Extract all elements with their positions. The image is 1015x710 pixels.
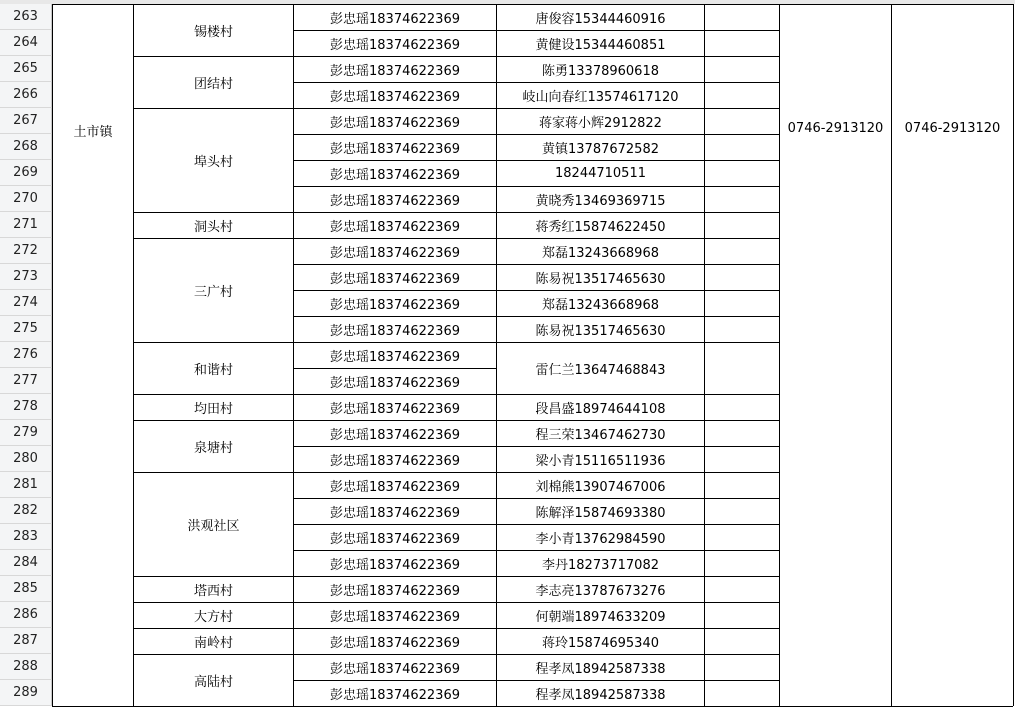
village-cell[interactable]: 均田村	[134, 395, 293, 420]
row-number[interactable]: 279	[0, 420, 52, 446]
person-cell[interactable]: 蒋玲15874695340	[542, 636, 659, 651]
person-cell[interactable]: 蒋秀红15874622450	[535, 220, 666, 235]
grid-line	[52, 706, 133, 707]
person-cell[interactable]: 唐俊容15344460916	[535, 12, 666, 27]
hotline-phone-cell[interactable]: 0746-2913120	[780, 5, 891, 265]
person-cell[interactable]: 梁小青15116511936	[535, 454, 666, 469]
row-number[interactable]: 274	[0, 290, 52, 316]
person-cell[interactable]: 段昌盛18974644108	[535, 402, 666, 417]
contact-cell[interactable]: 彭忠瑶18374622369	[330, 610, 460, 625]
village-cell[interactable]: 洞头村	[134, 213, 293, 238]
person-cell[interactable]: 李丹18273717082	[542, 558, 659, 573]
village-cell[interactable]: 高陆村	[134, 655, 293, 706]
row-number[interactable]: 265	[0, 56, 52, 82]
person-cell[interactable]: 陈勇13378960618	[542, 64, 659, 79]
row-number[interactable]: 270	[0, 186, 52, 212]
person-cell[interactable]: 郑磊13243668968	[542, 298, 659, 313]
contact-cell[interactable]: 彭忠瑶18374622369	[330, 376, 460, 391]
person-cell[interactable]: 李志亮13787673276	[535, 584, 666, 599]
village-cell[interactable]: 团结村	[134, 57, 293, 108]
contact-cell[interactable]: 彭忠瑶18374622369	[330, 350, 460, 365]
contact-cell[interactable]: 彭忠瑶18374622369	[330, 428, 460, 443]
row-number[interactable]: 276	[0, 342, 52, 368]
contact-cell[interactable]: 彭忠瑶18374622369	[330, 506, 460, 521]
row-number[interactable]: 268	[0, 134, 52, 160]
person-cell[interactable]: 黄镇13787672582	[542, 142, 659, 157]
contact-cell[interactable]: 彭忠瑶18374622369	[330, 662, 460, 677]
contact-cell[interactable]: 彭忠瑶18374622369	[330, 532, 460, 547]
row-number[interactable]: 271	[0, 212, 52, 238]
contact-cell[interactable]: 彭忠瑶18374622369	[330, 116, 460, 131]
row-number[interactable]: 273	[0, 264, 52, 290]
row-number[interactable]: 263	[0, 4, 52, 30]
contact-cell[interactable]: 彭忠瑶18374622369	[330, 220, 460, 235]
contact-cell[interactable]: 彭忠瑶18374622369	[330, 688, 460, 703]
row-number[interactable]: 288	[0, 654, 52, 680]
contact-cell[interactable]: 彭忠瑶18374622369	[330, 324, 460, 339]
row-number[interactable]: 282	[0, 498, 52, 524]
person-cell[interactable]: 程孝凤18942587338	[535, 662, 666, 677]
contact-cell[interactable]: 彭忠瑶18374622369	[330, 454, 460, 469]
row-number[interactable]: 289	[0, 680, 52, 706]
person-cell[interactable]: 何朝端18974633209	[535, 610, 666, 625]
contact-cell[interactable]: 彭忠瑶18374622369	[330, 90, 460, 105]
contact-cell[interactable]: 彭忠瑶18374622369	[330, 64, 460, 79]
contact-cell[interactable]: 彭忠瑶18374622369	[330, 298, 460, 313]
village-cell[interactable]: 锡楼村	[134, 5, 293, 56]
person-cell[interactable]: 黄健设15344460851	[535, 38, 666, 53]
person-cell[interactable]: 蒋家蒋小辉2912822	[539, 116, 662, 131]
office-phone-cell[interactable]: 0746-2913120	[892, 5, 1013, 265]
village-cell[interactable]: 南岭村	[134, 629, 293, 654]
contact-cell[interactable]: 彭忠瑶18374622369	[330, 584, 460, 599]
contact-cell[interactable]: 彭忠瑶18374622369	[330, 38, 460, 53]
person-cell[interactable]: 刘棉熊13907467006	[535, 480, 666, 495]
grid-line	[496, 706, 779, 707]
village-cell[interactable]: 洪观社区	[134, 473, 293, 576]
grid-line	[1013, 4, 1014, 706]
person-cell[interactable]: 郑磊13243668968	[542, 246, 659, 261]
village-cell[interactable]: 塔西村	[134, 577, 293, 602]
row-number[interactable]: 277	[0, 368, 52, 394]
person-cell[interactable]: 陈解泽15874693380	[535, 506, 666, 521]
contact-cell[interactable]: 彭忠瑶18374622369	[330, 12, 460, 27]
row-number[interactable]: 269	[0, 160, 52, 186]
grid-line	[779, 706, 1013, 707]
contact-cell[interactable]: 彭忠瑶18374622369	[330, 480, 460, 495]
contact-cell[interactable]: 彭忠瑶18374622369	[330, 402, 460, 417]
row-number[interactable]: 281	[0, 472, 52, 498]
town-cell[interactable]: 土市镇	[53, 5, 133, 265]
village-cell[interactable]: 和谐村	[134, 343, 293, 394]
grid-line	[704, 4, 705, 706]
contact-cell[interactable]: 彭忠瑶18374622369	[330, 142, 460, 157]
person-cell[interactable]: 陈易祝13517465630	[535, 272, 666, 287]
contact-cell[interactable]: 彭忠瑶18374622369	[330, 636, 460, 651]
row-number[interactable]: 278	[0, 394, 52, 420]
contact-cell[interactable]: 彭忠瑶18374622369	[330, 558, 460, 573]
row-number[interactable]: 285	[0, 576, 52, 602]
person-cell[interactable]: 陈易祝13517465630	[535, 324, 666, 339]
grid-line	[133, 706, 293, 707]
village-cell[interactable]: 埠头村	[134, 109, 293, 212]
row-number[interactable]: 284	[0, 550, 52, 576]
person-cell[interactable]: 黄晓秀13469369715	[535, 194, 666, 209]
row-number[interactable]: 272	[0, 238, 52, 264]
row-number[interactable]: 283	[0, 524, 52, 550]
contact-cell[interactable]: 彭忠瑶18374622369	[330, 194, 460, 209]
row-number[interactable]: 266	[0, 82, 52, 108]
contact-cell[interactable]: 彭忠瑶18374622369	[330, 246, 460, 261]
person-cell[interactable]: 程孝凤18942587338	[535, 688, 666, 703]
person-cell[interactable]: 程三荣13467462730	[535, 428, 666, 443]
village-cell[interactable]: 泉塘村	[134, 421, 293, 472]
person-cell[interactable]: 18244710511	[555, 166, 646, 181]
person-cell[interactable]: 岐山向春红13574617120	[522, 90, 679, 105]
grid-line	[293, 706, 496, 707]
row-number[interactable]: 287	[0, 628, 52, 654]
contact-cell[interactable]: 彭忠瑶18374622369	[330, 168, 460, 183]
contact-cell[interactable]: 彭忠瑶18374622369	[330, 272, 460, 287]
row-number[interactable]: 264	[0, 30, 52, 56]
row-number[interactable]: 286	[0, 602, 52, 628]
village-cell[interactable]: 三广村	[134, 239, 293, 342]
row-number[interactable]: 267	[0, 108, 52, 134]
person-cell-merged[interactable]: 雷仁兰13647468843	[497, 343, 704, 394]
row-number[interactable]: 280	[0, 446, 52, 472]
row-number[interactable]: 275	[0, 316, 52, 342]
village-cell[interactable]: 大方村	[134, 603, 293, 628]
person-cell[interactable]: 李小青13762984590	[535, 532, 666, 547]
